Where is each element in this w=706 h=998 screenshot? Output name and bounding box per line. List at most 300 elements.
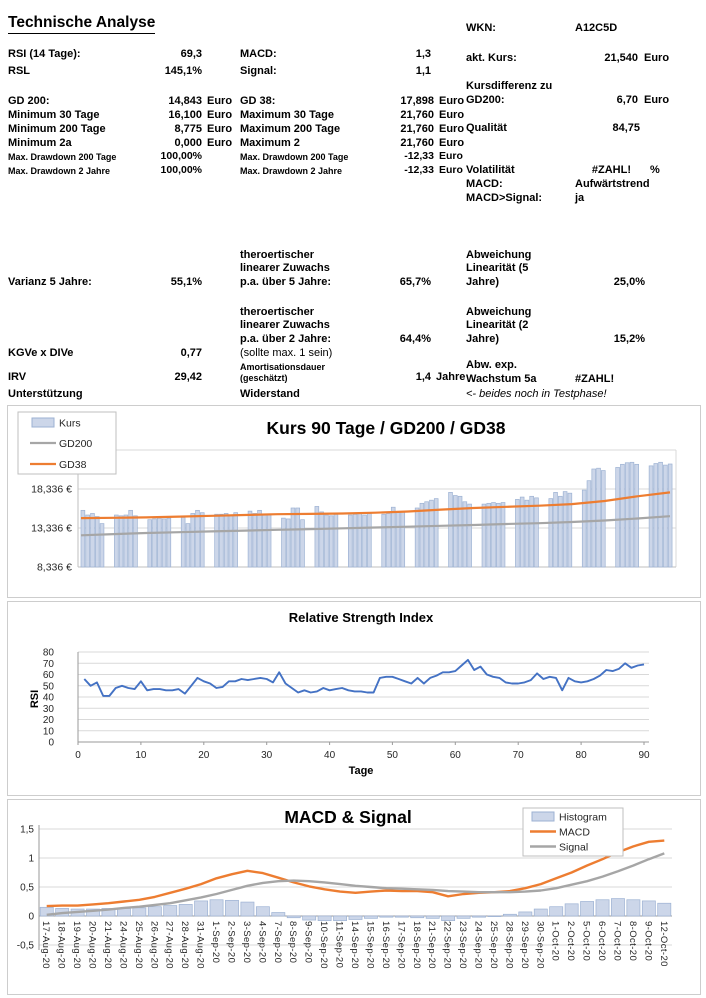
analysis-abw5-l3: Jahre) [466, 276, 500, 288]
histogram-bar [364, 916, 377, 918]
x-tick-label: 30 [261, 750, 273, 761]
kurs-bar [563, 492, 567, 567]
kurs-bar [597, 468, 601, 567]
x-date-label: 23-Sep-20 [457, 921, 469, 969]
analysis-irv-label: IRV [8, 371, 27, 383]
x-date-label: 28-Sep-20 [503, 921, 515, 969]
kurs-bar [601, 471, 605, 567]
kurs-bar [396, 513, 400, 567]
legend-label-histogram: Histogram [559, 811, 607, 824]
x-date-label: 3-Sep-20 [240, 921, 252, 964]
x-date-label: 14-Sep-20 [349, 921, 360, 969]
kurs-bar [630, 462, 634, 567]
histogram-bar [133, 908, 146, 916]
kurs-bar [353, 514, 357, 567]
legend-label-gd38: GD38 [59, 459, 87, 471]
stats-dd200r-label: Max. Drawdown 200 Tage [240, 152, 349, 162]
macd-chart-canvas [8, 800, 698, 992]
stats-dd200r-value: -12,33 [404, 150, 434, 162]
analysis-zuwachs5-value: 65,7% [399, 276, 431, 288]
y-tick-label: 18,336 € [31, 483, 72, 496]
x-date-label: 24-Aug-20 [117, 921, 129, 969]
kurs-bar [420, 503, 424, 567]
stats-dd200l-label: Max. Drawdown 200 Tage [8, 152, 117, 162]
histogram-bar [349, 916, 362, 919]
kurs-bar [520, 497, 524, 567]
histogram-bar [395, 916, 408, 917]
stats-gd200-unit: Euro [207, 95, 233, 107]
histogram-bar [380, 916, 393, 917]
x-date-label: 18-Sep-20 [410, 921, 422, 969]
kurs-bar [291, 508, 295, 567]
analysis-abw2-value: 15,2% [613, 333, 645, 345]
stats-dd2jl-value: 100,00% [160, 164, 202, 176]
y-tick-label: 40 [42, 692, 54, 704]
stats-akt-kurs-unit: Euro [644, 52, 670, 64]
x-date-label: 4-Sep-20 [256, 921, 268, 964]
kurs-chart [7, 405, 701, 598]
y-tick-label: 20 [42, 715, 54, 726]
kurs-bar [262, 514, 266, 567]
legend-label-kurs: Kurs [59, 417, 81, 430]
analysis-zuwachs2-l2: linearer Zuwachs [240, 319, 330, 331]
stats-rsi-label: RSI (14 Tage): [8, 48, 81, 60]
analysis-varianz-label: Varianz 5 Jahre: [8, 276, 92, 288]
kurs-chart-legend [18, 412, 116, 474]
stats-gd200-value: 14,843 [168, 95, 202, 107]
x-tick-label: 20 [198, 750, 210, 761]
stats-dd2jr-label: Max. Drawdown 2 Jahre [240, 166, 343, 176]
stats-max30-label: Maximum 30 Tage [240, 109, 334, 121]
analysis-zuwachs2-l1: theroertischer [240, 306, 314, 318]
histogram-bar [210, 900, 223, 916]
analysis-kgve-label: KGVe x DIVe [8, 347, 74, 359]
stats-macd-trend-value: Aufwärtstrend [575, 178, 650, 190]
analysis-zuwachs2-l3: p.a. über 2 Jahre: [240, 333, 332, 345]
kurs-bar [549, 499, 553, 567]
stats-signal-value: 1,1 [415, 65, 431, 77]
gd38-line [81, 492, 670, 518]
kurs-bar [329, 516, 333, 567]
kurs-bar [186, 524, 190, 567]
kurs-bar [153, 519, 157, 567]
kurs-bar [162, 519, 166, 567]
kurs-bar [248, 511, 252, 567]
histogram-bar [550, 907, 563, 916]
x-date-label: 15-Sep-20 [364, 921, 376, 969]
kurs-bar [196, 510, 200, 567]
x-date-label: 17-Aug-20 [40, 921, 52, 969]
histogram-bar [164, 906, 177, 916]
x-tick-label: 90 [638, 750, 650, 761]
analysis-abwexp-l2: Wachstum 5a [466, 373, 537, 385]
histogram-bar [318, 916, 331, 921]
stats-rsi-value: 69,3 [180, 48, 202, 60]
macd-chart-title: MACD & Signal [284, 807, 412, 827]
rsi-chart-title: Relative Strength Index [288, 610, 434, 625]
kurs-chart-canvas [8, 406, 698, 595]
kurs-bar [515, 499, 519, 567]
kurs-bar [582, 490, 586, 567]
kurs-bar [324, 515, 328, 567]
kurs-bar [525, 500, 529, 567]
x-date-label: 21-Sep-20 [426, 921, 438, 969]
stats-dd2jl-label: Max. Drawdown 2 Jahre [8, 166, 111, 176]
stats-min2a-unit: Euro [207, 137, 233, 149]
stats-max30-value: 21,760 [400, 109, 434, 121]
kurs-bar [453, 496, 457, 567]
histogram-bar [241, 902, 254, 916]
kurs-bar [587, 481, 591, 567]
kurs-bar [334, 514, 338, 567]
histogram-bar [334, 916, 347, 921]
histogram-bar [627, 900, 640, 916]
analysis-abwexp-value: #ZAHL! [575, 373, 615, 385]
analysis-abw2-l1: Abweichung [466, 306, 532, 318]
stats-kursdiff-unit: Euro [644, 94, 670, 106]
kurs-bar [157, 518, 161, 567]
kurs-bar [253, 513, 257, 567]
kurs-bar [501, 503, 505, 567]
kurs-bar [258, 510, 262, 567]
x-date-label: 25-Aug-20 [132, 921, 144, 969]
x-date-label: 19-Aug-20 [71, 921, 83, 969]
header-wkn-label: WKN: [466, 22, 496, 34]
kurs-bar [282, 518, 286, 567]
histogram-bar [411, 916, 424, 918]
x-date-label: 21-Aug-20 [102, 921, 113, 969]
x-date-label: 9-Sep-20 [302, 921, 314, 964]
y-tick-label: 30 [42, 703, 54, 715]
kurs-bar [148, 520, 152, 567]
kurs-bar [234, 513, 238, 567]
x-date-label: 7-Oct-20 [611, 921, 623, 962]
kurs-bar [224, 513, 228, 567]
x-date-label: 1-Sep-20 [210, 921, 221, 964]
x-tick-label: 50 [386, 750, 398, 761]
analysis-abw2-l3: Jahre) [466, 333, 500, 345]
histogram-bar [148, 907, 161, 916]
kurs-bar [463, 502, 467, 567]
stats-min30-unit: Euro [207, 109, 233, 121]
x-date-label: 30-Sep-20 [534, 921, 546, 969]
histogram-bar [457, 916, 470, 918]
analysis-amort-l2: (geschätzt) [240, 373, 288, 383]
x-date-label: 31-Aug-20 [194, 921, 206, 969]
analysis-abw5-l2: Linearität (5 [466, 262, 529, 274]
kurs-bar [449, 492, 453, 567]
stats-min200-label: Minimum 200 Tage [8, 123, 106, 135]
histogram-bar [642, 901, 655, 916]
kurs-bar [401, 512, 405, 567]
histogram-bar [581, 902, 594, 917]
header-wkn-value: A12C5D [575, 22, 618, 34]
x-date-label: 7-Sep-20 [271, 921, 283, 964]
legend-label-gd200: GD200 [59, 438, 93, 450]
kurs-bar [654, 464, 658, 567]
stats-kursdiff-value: 6,70 [616, 94, 638, 106]
legend-label-signal: Signal [559, 841, 589, 854]
x-date-label: 9-Oct-20 [642, 921, 654, 962]
analysis-abw2-l2: Linearität (2 [466, 319, 529, 331]
stats-gd38-label: GD 38: [240, 95, 276, 107]
kurs-bar [558, 496, 562, 567]
kurs-bar [482, 504, 486, 567]
stats-min200-value: 8,775 [174, 123, 202, 135]
stats-akt-kurs-label: akt. Kurs: [466, 52, 517, 64]
y-tick-label: -0,5 [16, 940, 34, 952]
kurs-bar [315, 506, 319, 567]
stats-macd-label: MACD: [240, 48, 277, 60]
stats-qualitaet-value: 84,75 [612, 122, 640, 134]
kurs-bar [367, 513, 371, 567]
kurs-bar [496, 503, 500, 567]
x-tick-label: 0 [75, 750, 81, 761]
x-tick-label: 70 [512, 750, 524, 761]
histogram-bar [611, 899, 624, 916]
analysis-amort-l1: Amortisationsdauer [240, 362, 326, 372]
stats-gd38-value: 17,898 [400, 95, 434, 107]
y-tick-label: 1 [28, 853, 34, 865]
x-date-label: 20-Aug-20 [86, 921, 98, 969]
stats-max2-label: Maximum 2 [240, 137, 300, 149]
stats-macd-trend-label: MACD: [466, 178, 503, 190]
x-tick-label: 10 [135, 750, 147, 761]
kurs-bar [348, 515, 352, 567]
analysis-zuwachs5-l2: linearer Zuwachs [240, 262, 330, 274]
histogram-bar [658, 903, 671, 916]
rsi-line [84, 660, 644, 696]
stats-signal-label: Signal: [240, 65, 277, 77]
y-tick-label: 50 [42, 681, 54, 693]
x-date-label: 24-Sep-20 [472, 921, 484, 969]
kurs-bar [659, 462, 663, 567]
stats-kursdiff-label1: Kursdifferenz zu [466, 80, 553, 92]
kurs-bar [415, 508, 419, 567]
y-tick-label: 70 [42, 658, 54, 670]
analysis-abwexp-l1: Abw. exp. [466, 359, 517, 371]
stats-max200-value: 21,760 [400, 123, 434, 135]
x-tick-label: 80 [575, 750, 587, 761]
x-date-label: 1-Oct-20 [549, 921, 561, 962]
kurs-bar [124, 515, 128, 567]
stats-max2-value: 21,760 [400, 137, 434, 149]
histogram-bar [503, 914, 516, 916]
kurs-bar [592, 469, 596, 567]
analysis-testphase-note: <- beides noch in Testphase! [466, 388, 607, 400]
kurs-bar [119, 516, 123, 567]
kurs-bar [382, 514, 386, 567]
kurs-chart-title: Kurs 90 Tage / GD200 / GD38 [266, 418, 506, 438]
x-date-label: 8-Sep-20 [287, 921, 299, 964]
histogram-bars [40, 899, 671, 921]
kurs-bar [492, 503, 496, 567]
histogram-bar [225, 900, 238, 916]
y-tick-label: 10 [42, 726, 54, 738]
analysis-kgve-value: 0,77 [180, 347, 202, 359]
analysis-abw5-l1: Abweichung [466, 249, 532, 261]
rsi-x-axis-label: Tage [348, 765, 374, 777]
kurs-bar [535, 498, 539, 567]
kurs-bar [458, 496, 462, 567]
kurs-bars [81, 462, 672, 567]
kurs-bar [134, 516, 138, 567]
x-date-label: 28-Aug-20 [179, 921, 191, 969]
header-title: Technische Analyse [8, 14, 155, 34]
macd-chart [7, 799, 701, 995]
stats-macd-value: 1,3 [415, 48, 431, 60]
x-date-label: 10-Sep-20 [318, 921, 330, 969]
x-date-label: 5-Oct-20 [580, 921, 592, 962]
kurs-bar [554, 492, 558, 567]
histogram-bar [442, 916, 455, 921]
kurs-bar [95, 517, 99, 567]
analysis-zuwachs5-l1: theroertischer [240, 249, 314, 261]
kurs-bar [229, 515, 233, 567]
histogram-bar [519, 912, 532, 916]
x-date-label: 16-Sep-20 [379, 921, 391, 969]
kurs-bar [296, 508, 300, 567]
stats-max30-unit: Euro [439, 109, 465, 121]
x-tick-label: 60 [449, 750, 461, 761]
y-tick-label: 0 [28, 911, 34, 923]
y-tick-label: 13,336 € [31, 522, 72, 535]
histogram-bar [472, 916, 485, 917]
kurs-bar [191, 513, 195, 567]
kurs-bar [100, 524, 104, 567]
stats-min2a-label: Minimum 2a [8, 137, 72, 149]
histogram-bar [256, 907, 269, 916]
stats-max200-unit: Euro [439, 123, 465, 135]
histogram-bar [488, 916, 501, 917]
analysis-varianz-value: 55,1% [170, 276, 202, 288]
x-tick-label: 40 [324, 750, 336, 761]
x-date-label: 12-Oct-20 [657, 921, 669, 967]
stats-min2a-value: 0,000 [174, 137, 202, 149]
x-date-label: 27-Aug-20 [163, 921, 175, 969]
stats-dd2jr-unit: Euro [439, 164, 463, 176]
kurs-bar [358, 513, 362, 567]
histogram-bar [596, 900, 609, 916]
stats-gd38-unit: Euro [439, 95, 465, 107]
stats-min30-label: Minimum 30 Tage [8, 109, 100, 121]
rsi-chart [7, 601, 701, 796]
kurs-bar [114, 515, 118, 567]
stats-rsl-label: RSL [8, 65, 30, 77]
x-date-label: 6-Oct-20 [596, 921, 607, 962]
analysis-zuwachs2-value: 64,4% [399, 333, 431, 345]
stats-vola-value: #ZAHL! [591, 164, 631, 176]
stats-macd-gt-signal-value: ja [575, 192, 585, 204]
kurs-bar [487, 503, 491, 567]
x-date-label: 11-Sep-20 [333, 921, 345, 969]
histogram-bar [179, 904, 192, 916]
macd-chart-legend [523, 808, 623, 856]
stats-min200-unit: Euro [207, 123, 233, 135]
stats-akt-kurs-value: 21,540 [604, 52, 638, 64]
rsi-chart-canvas [8, 602, 698, 793]
analysis-widerstand-label: Widerstand [240, 388, 300, 400]
kurs-bar [219, 514, 223, 567]
x-date-label: 2-Sep-20 [225, 921, 237, 964]
kurs-bar [391, 507, 395, 567]
kurs-bar [363, 515, 367, 567]
x-date-label: 17-Sep-20 [395, 921, 407, 969]
y-tick-label: 0,5 [20, 882, 34, 894]
kurs-bar [286, 519, 290, 567]
macd-date-labels [40, 921, 669, 969]
x-date-label: 29-Sep-20 [518, 921, 530, 969]
histogram-bar [426, 916, 439, 918]
kurs-bar [86, 515, 90, 567]
stats-dd200l-value: 100,00% [160, 150, 202, 162]
stats-qualitaet-label: Qualität [466, 122, 507, 134]
kurs-bar [301, 520, 305, 567]
histogram-bar [303, 916, 316, 920]
stats-macd-gt-signal-label: MACD>Signal: [466, 192, 543, 204]
x-date-label: 8-Oct-20 [626, 921, 638, 962]
kurs-bar [200, 513, 204, 567]
stats-kursdiff-label2: GD200: [466, 94, 505, 106]
histogram-bar [534, 909, 547, 916]
stats-vola-label: Volatilität [466, 164, 515, 176]
x-date-label: 25-Sep-20 [488, 921, 499, 969]
kurs-bar [167, 518, 171, 567]
analysis-zuwachs2-note: (sollte max. 1 sein) [240, 347, 333, 359]
y-tick-label: 60 [42, 670, 54, 681]
stats-max200-label: Maximum 200 Tage [240, 123, 341, 135]
kurs-bar [91, 513, 95, 567]
legend-swatch-kurs [32, 418, 54, 427]
kurs-bar [616, 467, 620, 567]
x-date-label: 22-Sep-20 [441, 921, 453, 969]
analysis-irv-value: 29,42 [174, 371, 202, 383]
stats-max2-unit: Euro [439, 137, 465, 149]
y-tick-label: 80 [42, 647, 54, 659]
histogram-bar [565, 904, 578, 916]
x-date-label: 2-Oct-20 [565, 921, 577, 962]
analysis-unterstuetzung-label: Unterstützung [8, 388, 83, 400]
legend-swatch-histogram [532, 812, 554, 821]
y-tick-label: 1,5 [20, 824, 34, 836]
kurs-bar [387, 513, 391, 567]
kurs-bar [129, 510, 133, 567]
kurs-bar [215, 514, 219, 567]
analysis-amort-value: 1,4 [415, 371, 431, 383]
kurs-bar [625, 463, 629, 567]
y-tick-label: 8,336 € [36, 561, 72, 574]
histogram-bar [287, 916, 300, 918]
stats-vola-unit: % [650, 164, 660, 176]
kurs-bar [320, 512, 324, 567]
histogram-bar [195, 901, 208, 916]
stats-dd2jr-value: -12,33 [404, 164, 434, 176]
kurs-bar [635, 464, 639, 567]
histogram-bar [272, 913, 285, 916]
rsi-y-axis-label: RSI [29, 689, 41, 709]
stats-gd200-label: GD 200: [8, 95, 50, 107]
analysis-abw5-value: 25,0% [613, 276, 645, 288]
stats-rsl-value: 145,1% [164, 65, 202, 77]
x-date-label: 26-Aug-20 [148, 921, 160, 969]
analysis-zuwachs5-l3: p.a. über 5 Jahre: [240, 276, 332, 288]
legend-label-macd: MACD [559, 826, 590, 839]
stats-min30-value: 16,100 [168, 109, 202, 121]
stats-dd200r-unit: Euro [439, 150, 463, 162]
kurs-bar [468, 504, 472, 567]
x-date-label: 18-Aug-20 [55, 921, 67, 969]
y-tick-label: 0 [48, 737, 54, 749]
